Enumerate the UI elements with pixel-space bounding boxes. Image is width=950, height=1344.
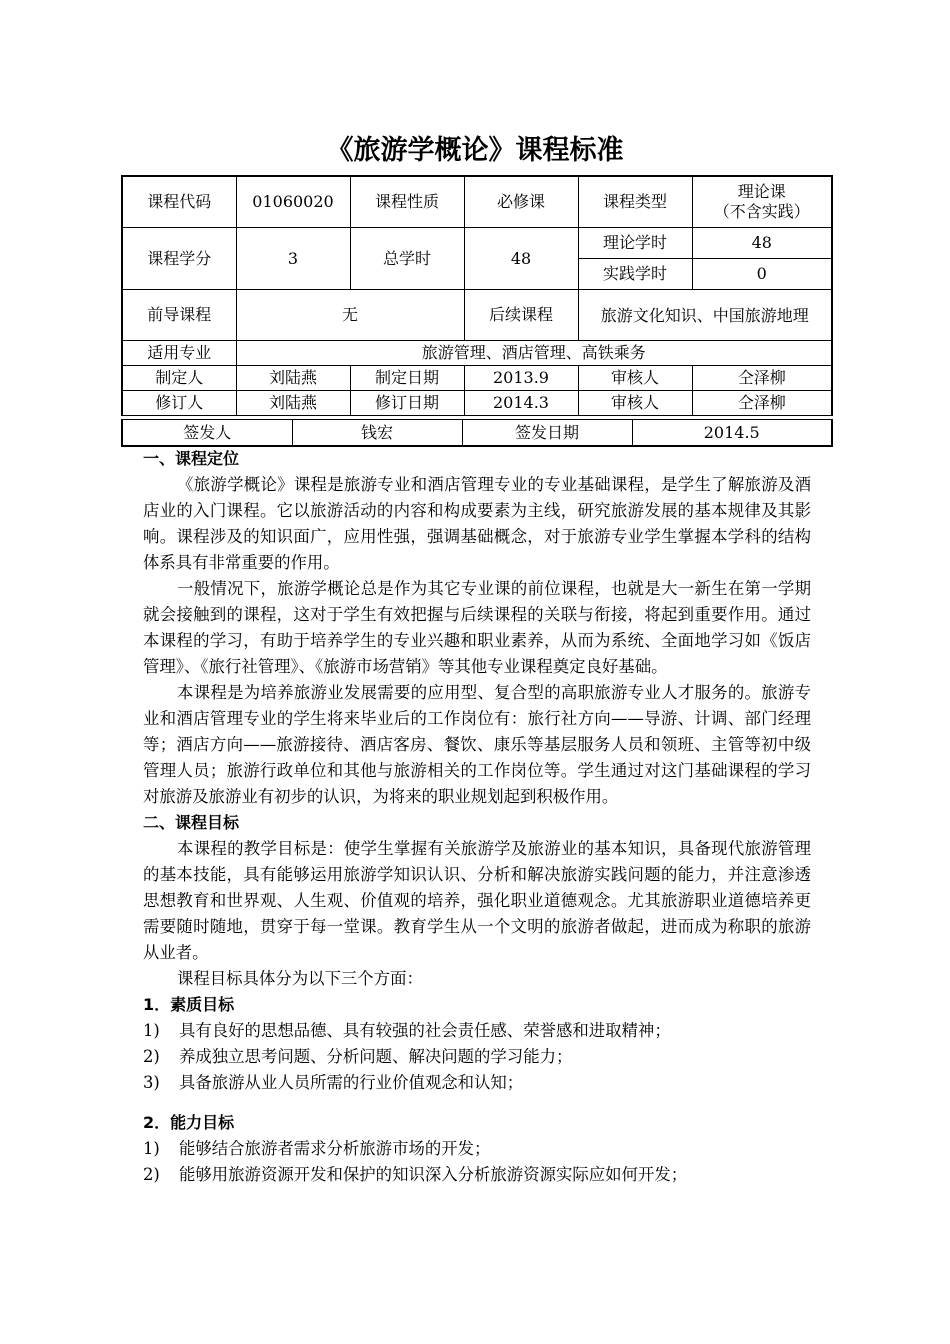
maker-label: 制定人 (122, 366, 236, 391)
make-date-value: 2013.9 (464, 366, 578, 391)
table-row (122, 341, 832, 366)
list-item (143, 1136, 811, 1162)
issuer-label: 签发人 (122, 420, 292, 447)
reviser-value: 刘陆燕 (236, 391, 350, 416)
revise-date-value: 2014.3 (464, 391, 578, 416)
reviewer-label-2: 审核人 (578, 391, 692, 416)
follow-up-label: 后续课程 (464, 290, 578, 341)
document-body (143, 446, 811, 1188)
course-code-label: 课程代码 (122, 176, 236, 228)
paragraph: 课程目标具体分为以下三个方面： (177, 969, 423, 988)
table-row (122, 176, 832, 228)
spacer (143, 1096, 811, 1110)
maker-value: 刘陆燕 (236, 366, 350, 391)
paragraph: 本课程是为培养旅游业发展需要的应用型、复合型的高职旅游专业人才服务的。旅游专业和酒店管理专业的学生将来毕业后的工作岗位有：旅行社方向——导游、计调、部门经理等；酒店方向——旅游接待、酒店客房、餐饮、康乐等基层服务人员和领班、主管等初中级管理人员；旅游行政单位和其他与旅游相关的工作岗位等。学生通过对这门基础课程的学习对旅游及旅游业有初步的认识，为将来的职业规划起到积极作用。 (143, 683, 811, 806)
list-item (143, 1044, 811, 1070)
total-hours-label: 总学时 (350, 228, 464, 290)
reviser-label: 修订人 (122, 391, 236, 416)
list-number: 1) (143, 1021, 160, 1040)
credit-value: 3 (236, 228, 350, 290)
subheading-quality-goals: 1．素质目标 (143, 995, 235, 1014)
course-info-table (121, 175, 833, 416)
course-code-value: 01060020 (236, 176, 350, 228)
issue-table (121, 419, 833, 447)
major-label: 适用专业 (122, 341, 236, 366)
make-date-label: 制定日期 (350, 366, 464, 391)
total-hours-value: 48 (464, 228, 578, 290)
major-value: 旅游管理、酒店管理、高铁乘务 (236, 341, 832, 366)
list-text: 能够用旅游资源开发和保护的知识深入分析旅游资源实际应如何开发； (179, 1165, 688, 1184)
reviewer-value-2: 仝泽柳 (692, 391, 832, 416)
practice-hours-value: 0 (692, 259, 832, 290)
list-text: 养成独立思考问题、分析问题、解决问题的学习能力； (179, 1047, 573, 1066)
prerequisite-value: 无 (236, 290, 464, 341)
document-title: 《旅游学概论》课程标准 (326, 135, 624, 166)
list-item (143, 1018, 811, 1044)
subheading-ability-goals: 2．能力目标 (143, 1113, 235, 1132)
prerequisite-label: 前导课程 (122, 290, 236, 341)
issuer-value: 钱宏 (292, 420, 462, 447)
issue-date-label: 签发日期 (462, 420, 632, 447)
reviewer-label: 审核人 (578, 366, 692, 391)
course-nature-value: 必修课 (464, 176, 578, 228)
table-row (122, 420, 832, 447)
table-row (122, 391, 832, 416)
section-heading-positioning: 一、课程定位 (143, 449, 240, 468)
paragraph: 《旅游学概论》课程是旅游专业和酒店管理专业的专业基础课程，是学生了解旅游及酒店业的入门课程。它以旅游活动的内容和构成要素为主线，研究旅游发展的基本规律及其影响。课程涉及的知识面广，应用性强，强调基础概念，对于旅游专业学生掌握本学科的结构体系具有非常重要的作用。 (143, 475, 811, 572)
list-item (143, 1162, 811, 1188)
list-text: 具备旅游从业人员所需的行业价值观念和认知； (179, 1073, 524, 1092)
theory-hours-value: 48 (692, 228, 832, 259)
issue-date-value: 2014.5 (632, 420, 832, 447)
list-number: 1) (143, 1139, 160, 1158)
course-type-label: 课程类型 (578, 176, 692, 228)
list-item (143, 1070, 811, 1096)
paragraph: 一般情况下，旅游学概论总是作为其它专业课的前位课程，也就是大一新生在第一学期就会接触到的课程，这对于学生有效把握与后续课程的关联与衔接，将起到重要作用。通过本课程的学习，有助于培养学生的专业兴趣和职业素养，从而为系统、全面地学习如《饭店管理》、《旅行社管理》、《旅游市场营销》等其他专业课程奠定良好基础。 (143, 579, 811, 676)
list-text: 具有良好的思想品德、具有较强的社会责任感、荣誉感和进取精神； (179, 1021, 671, 1040)
revise-date-label: 修订日期 (350, 391, 464, 416)
list-number: 2) (143, 1165, 160, 1184)
reviewer-value: 仝泽柳 (692, 366, 832, 391)
table-row (122, 228, 832, 259)
follow-up-value: 旅游文化知识、中国旅游地理 (578, 290, 832, 341)
course-nature-label: 课程性质 (350, 176, 464, 228)
course-type-value (692, 176, 832, 228)
credit-label: 课程学分 (122, 228, 236, 290)
paragraph: 本课程的教学目标是：使学生掌握有关旅游学及旅游业的基本知识，具备现代旅游管理的基本技能，具有能够运用旅游学知识认识、分析和解决旅游实践问题的能力，并注意渗透思想教育和世界观、人生观、价值观的培养，强化职业道德观念。尤其旅游职业道德培养更需要随时随地，贯穿于每一堂课。教育学生从一个文明的旅游者做起，进而成为称职的旅游从业者。 (143, 839, 811, 962)
list-text: 能够结合旅游者需求分析旅游市场的开发； (179, 1139, 491, 1158)
course-type-line2: （不含实践） (713, 202, 810, 221)
table-row (122, 290, 832, 341)
table-row (122, 366, 832, 391)
practice-hours-label: 实践学时 (578, 259, 692, 290)
section-heading-objectives: 二、课程目标 (143, 813, 240, 832)
theory-hours-label: 理论学时 (578, 228, 692, 259)
list-number: 3) (143, 1073, 160, 1092)
course-type-line1: 理论课 (737, 182, 786, 201)
list-number: 2) (143, 1047, 160, 1066)
